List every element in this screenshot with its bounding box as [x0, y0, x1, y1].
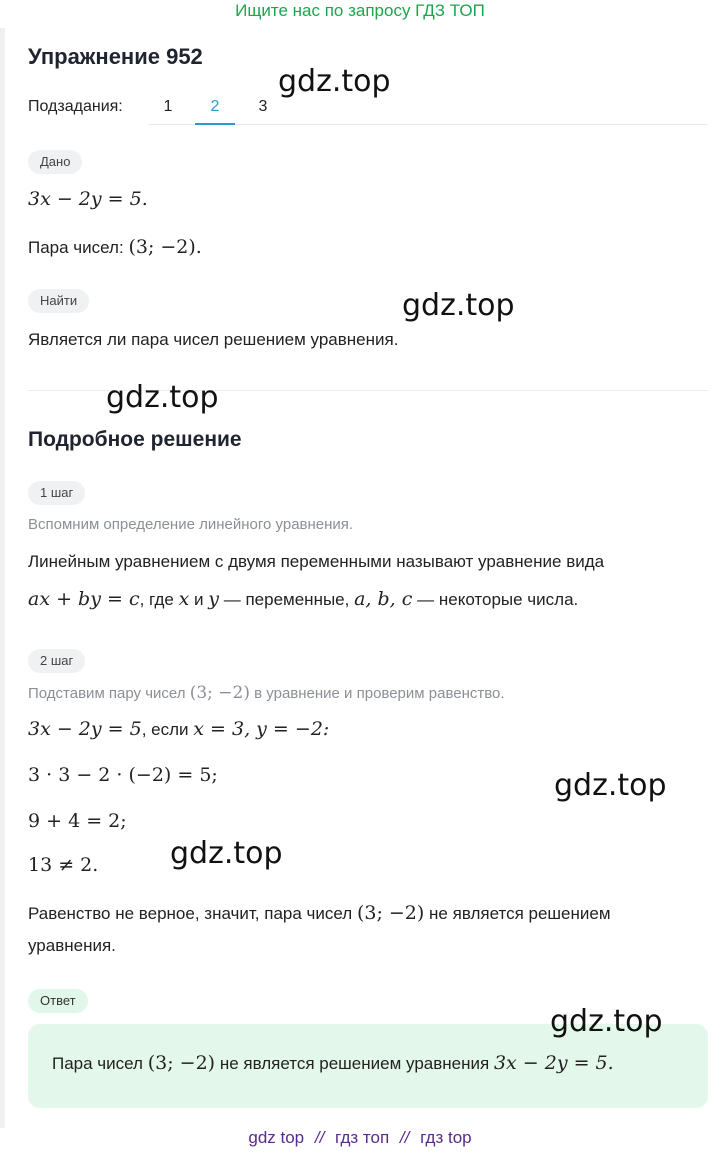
math-expression: x = 3, y = −2: [193, 718, 330, 740]
text-fragment: , если [141, 720, 189, 739]
math-variables: a, b, c [354, 588, 413, 610]
math-pair: (3; −2) [189, 683, 250, 703]
watermark: gdz.top [278, 64, 391, 99]
watermark: gdz.top [106, 380, 219, 415]
step1-line2 [28, 588, 578, 610]
math-variable: x [178, 588, 190, 610]
given-pair-label: Пара чисел: [28, 238, 124, 257]
text-fragment: — некоторые числа. [417, 590, 579, 609]
bottom-link-3[interactable]: гдз top [420, 1128, 472, 1147]
given-chip: Дано [28, 150, 82, 174]
separator: // [399, 1128, 410, 1147]
answer-text [52, 1052, 614, 1074]
step2-eq1 [28, 718, 329, 740]
top-search-hint[interactable]: Ищите нас по запросу ГДЗ ТОП [235, 1, 485, 20]
left-border [0, 28, 5, 1128]
math-expression: 3x − 2y = 5 [28, 718, 142, 740]
text-fragment: , где [139, 590, 174, 609]
answer-chip: Ответ [28, 989, 88, 1013]
bottom-link-2[interactable]: гдз топ [335, 1128, 390, 1147]
text-fragment: и [194, 590, 204, 609]
math-expression: ax + by = c [28, 588, 140, 610]
step2-hint [28, 683, 505, 703]
step2-conclusion-line1 [28, 902, 611, 924]
solution-heading: Подробное решение [28, 428, 242, 451]
step2-eq2: 3 · 3 − 2 · (−2) = 5; [28, 764, 218, 786]
math-expression: 3x − 2y = 5. [493, 1052, 614, 1074]
step2-chip: 2 шаг [28, 649, 85, 673]
text-fragment: — переменные, [223, 590, 350, 609]
find-text: Является ли пара чисел решением уравнения. [28, 330, 399, 349]
subtasks-label: Подзадания: [28, 98, 123, 115]
separator: // [314, 1128, 325, 1147]
given-pair-value: (3; −2). [128, 236, 202, 258]
step2-eq3: 9 + 4 = 2; [28, 810, 127, 832]
subtask-tab-3[interactable]: 3 [258, 98, 268, 115]
given-equation: 3x − 2y = 5. [28, 188, 148, 210]
page-title: Упражнение 952 [28, 44, 203, 69]
math-pair: (3; −2) [356, 902, 425, 924]
text-fragment: Подставим пару чисел [28, 685, 186, 702]
bottom-links [0, 1128, 720, 1148]
watermark: gdz.top [170, 836, 283, 871]
active-tab-indicator [195, 123, 235, 125]
math-pair: (3; −2) [147, 1052, 216, 1074]
text-fragment: не является решением уравнения [219, 1054, 490, 1073]
watermark: gdz.top [554, 768, 667, 803]
find-chip: Найти [28, 289, 89, 313]
step1-line1: Линейным уравнением с двумя переменными называют уравнение вида [28, 552, 605, 571]
subtask-tab-2[interactable]: 2 [210, 98, 220, 115]
step2-conclusion-line2: уравнения. [28, 936, 116, 955]
bottom-link-1[interactable]: gdz top [248, 1128, 305, 1147]
step2-eq4: 13 ≠ 2. [28, 854, 99, 876]
subtask-tab-1[interactable]: 1 [163, 98, 173, 115]
watermark: gdz.top [550, 1004, 663, 1039]
text-fragment: Пара чисел [52, 1054, 143, 1073]
step1-chip: 1 шаг [28, 481, 85, 505]
given-pair [28, 236, 202, 258]
text-fragment: в уравнение и проверим равенство. [254, 685, 505, 702]
text-fragment: Равенство не верное, значит, пара чисел [28, 904, 353, 923]
math-variable: y [208, 588, 220, 610]
text-fragment: не является решением [429, 904, 611, 923]
watermark: gdz.top [402, 288, 515, 323]
step1-hint: Вспомним определение линейного уравнения. [28, 516, 354, 533]
